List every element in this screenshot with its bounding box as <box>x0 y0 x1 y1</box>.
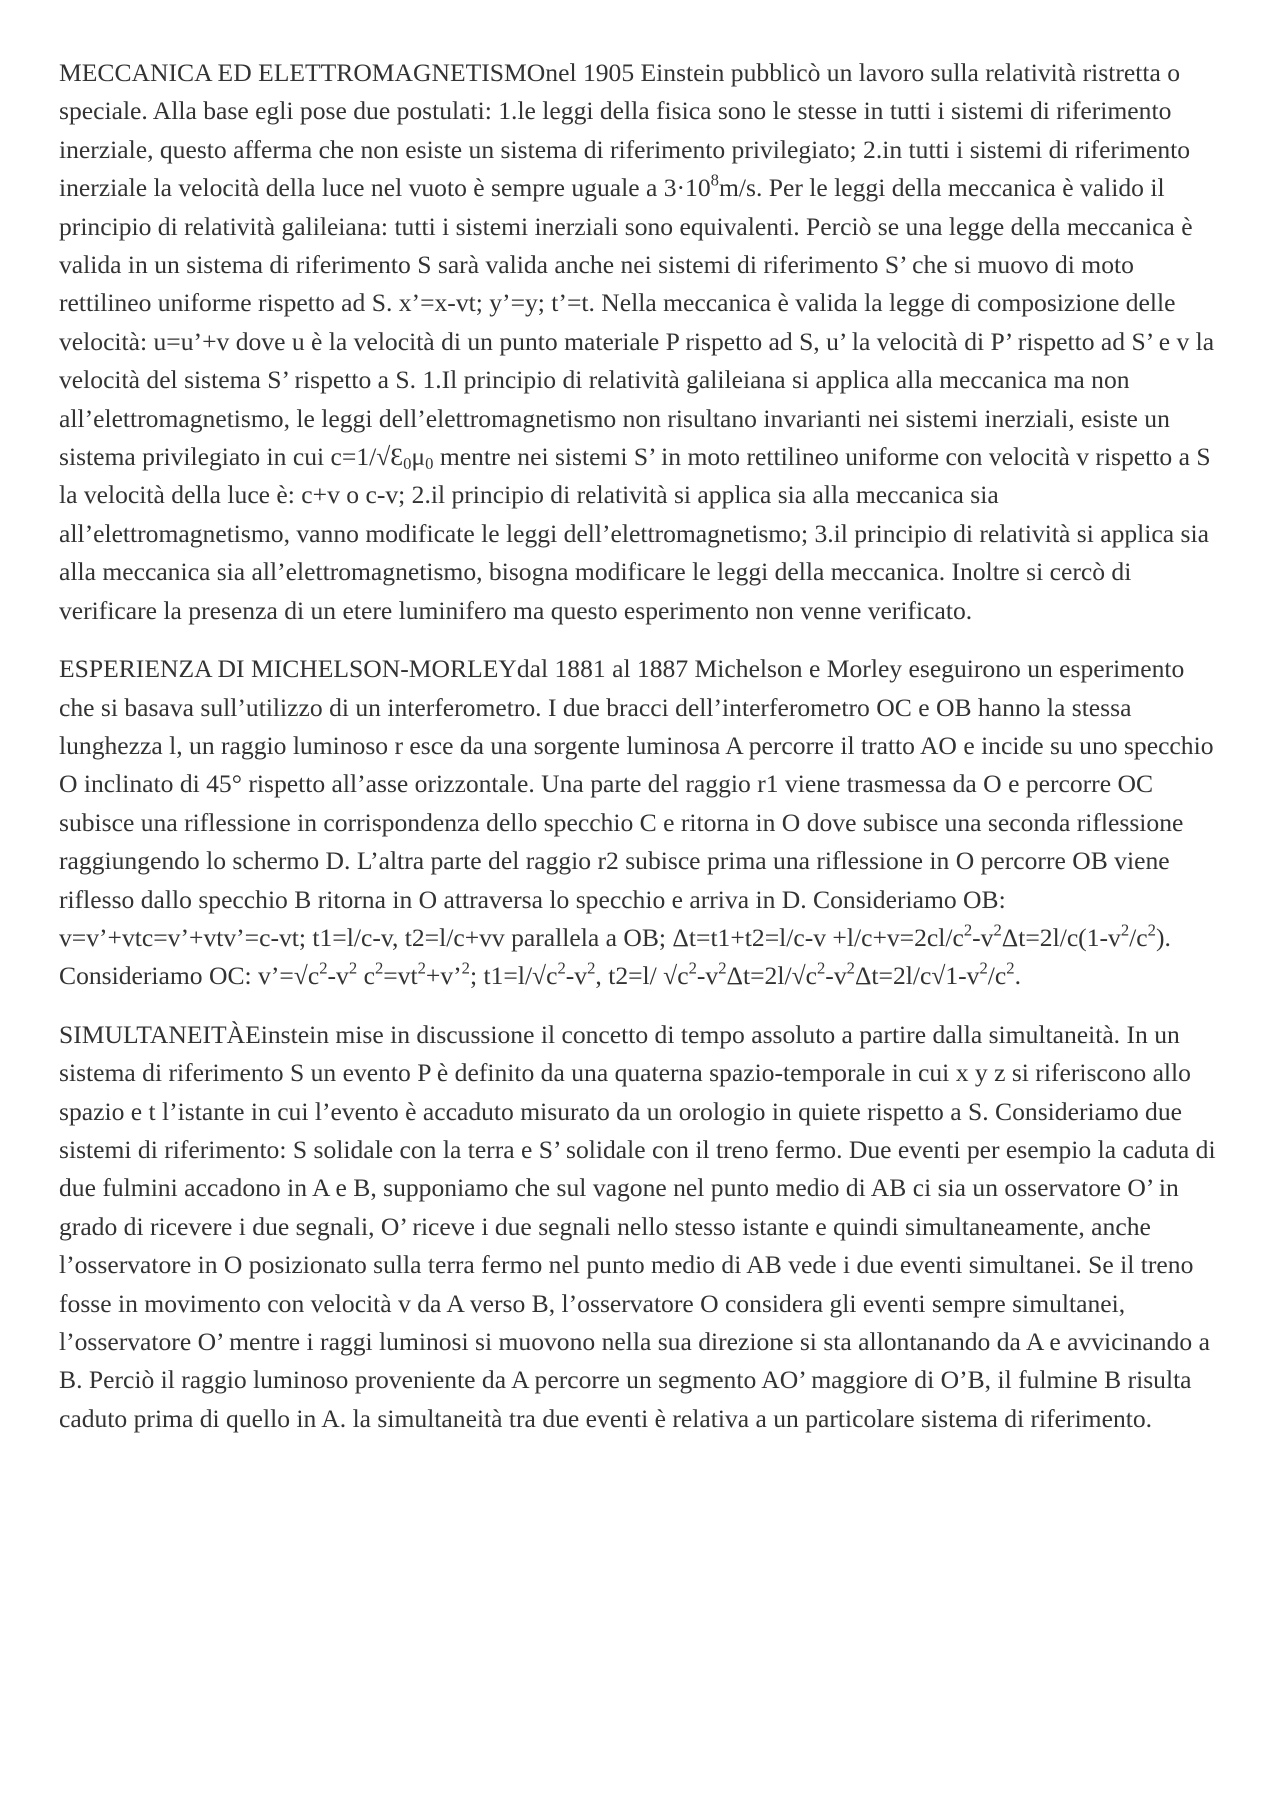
body-text: -v <box>327 961 349 991</box>
body-text: nel 1905 Einstein pubblicò un lavoro sulla relatività ristretta o speciale. Alla base egli pose due postulati: 1.le leggi della fisica sono le stesse in tutti i sistemi di riferimento inerziale, questo afferma che non esiste un sistema di riferimento privilegiato; 2.in tutti i sistemi di riferimento inerziale la velocità della luce nel vuoto è sempre uguale a 3·10 <box>59 58 1191 203</box>
superscript: 2 <box>1006 959 1015 979</box>
body-text: -v <box>565 961 588 991</box>
body-text: μ <box>411 442 426 472</box>
superscript: 2 <box>1120 920 1130 940</box>
superscript: 2 <box>993 920 1002 940</box>
superscript: 2 <box>461 959 470 979</box>
body-text: Δt=2l/√c <box>726 961 817 991</box>
superscript: 2 <box>319 959 328 979</box>
superscript: 2 <box>816 959 826 979</box>
body-text: Einstein mise in discussione il concetto di tempo assoluto a partire dalla simultaneità. In un sistema di riferimento S un evento P è definito da una quaterna spazio-temporale in cui x y z si riferiscono allo spazio e t l’istante in cui l’evento è accaduto misurato da un orologio in quiete rispetto a S. Consideriamo due sistemi di riferimento: S solidale con la terra e S’ solidale con il treno fermo. Due eventi per esempio la caduta di due fulmini accadono in A e B, supponiamo che sul vagone nel punto medio di AB ci sia un osservatore O’ in grado di ricevere i due segnali, O’ riceve i due segnali nello stesso istante e quindi simultaneamente, anche l’osservatore in O posizionato sulla terra fermo nel punto medio di AB vede i due eventi simultanei. Se il treno fosse in movimento con velocità v da A verso B, l’osservatore O considera gli eventi sempre simultanei, l’osservatore O’ mentre i raggi luminosi si muovono nella sua direzione si sta allontanando da A e avvicinando a B. Perciò il raggio luminoso proveniente da A percorre un segmento AO’ maggiore di O’B, il fulmine B risulta caduto prima di quello in A. la simultaneità tra due eventi è relativa a un particolare sistema di riferimento. <box>59 1019 1216 1433</box>
section-heading: SIMULTANEITÀ <box>59 1019 246 1049</box>
body-text: -v <box>825 961 847 991</box>
body-text: /c <box>1129 922 1148 952</box>
body-text: /c <box>987 961 1007 991</box>
body-text: ). Consideriamo OC: v’=√c <box>59 922 1171 991</box>
body-text: m/s. Per le leggi della meccanica è valido il principio di relatività galileiana: tutti i sistemi inerziali sono equivalenti. Perciò se una legge della meccanica è valida in un sistema di riferimento S sarà valida anche nei sistemi di riferimento S’ che si muovo di moto rettilineo uniforme rispetto ad S. x’=x-vt; y’=y; t’=t. Nella meccanica è valida la legge di composizione delle velocità: u=u’+v dove u è la velocità di un punto materiale P rispetto ad S, u’ la velocità di P’ rispetto ad S’ e v la velocità del sistema S’ rispetto a S. 1.Il principio di relatività galileiana si applica alla meccanica ma non all’elettromagnetismo, le leggi dell’elettromagnetismo non risultano invarianti nei sistemi inerziali, esiste un sistema privilegiato in cui c=1/√Ɛ <box>59 173 1215 472</box>
body-text: Δt=2l/c√1-v <box>854 961 980 991</box>
body-text: c <box>357 961 375 991</box>
body-text: . <box>1014 961 1021 991</box>
body-text: +v’ <box>425 961 462 991</box>
document-page <box>59 54 1224 1458</box>
superscript: 2 <box>587 959 596 979</box>
superscript: 2 <box>846 959 855 979</box>
body-text: , t2=l/ √c <box>595 961 689 991</box>
body-text: -v <box>696 961 719 991</box>
superscript: 2 <box>979 959 988 979</box>
superscript: 2 <box>1147 920 1156 940</box>
superscript: 8 <box>710 170 719 190</box>
superscript: 2 <box>718 959 727 979</box>
subscript: 0 <box>403 454 412 474</box>
superscript: 2 <box>557 959 566 979</box>
paragraph-michelson-morley <box>59 650 1224 996</box>
section-heading: ESPERIENZA DI MICHELSON-MORLEY <box>59 654 517 684</box>
body-text: =vt <box>383 961 418 991</box>
body-text: dal 1881 al 1887 Michelson e Morley eseguirono un esperimento che si basava sull’utilizzo di un interferometro. I due bracci dell’interferometro OC e OB hanno la stessa lunghezza l, un raggio luminoso r esce da una sorgente luminosa A percorre il tratto AO e incide su uno specchio O inclinato di 45° rispetto all’asse orizzontale. Una parte del raggio r1 viene trasmessa da O e percorre OC subisce una riflessione in corrispondenza dello specchio C e ritorna in O dove subisce una seconda riflessione raggiungendo lo schermo D. L’altra parte del raggio r2 subisce prima una riflessione in O percorre OB viene riflesso dallo specchio B ritorna in O attraversa lo specchio e arriva in D. Consideriamo OB: v=v’+vtc=v’+vtv’=c-vt; t1=l/c-v, t2=l/c+vv parallela a OB; Δt=t1+t2=l/c-v +l/c+v=2cl/c <box>59 654 1214 952</box>
paragraph-simultaneita <box>59 1016 1224 1438</box>
body-text: -v <box>972 922 994 952</box>
superscript: 2 <box>348 959 358 979</box>
section-heading: MECCANICA ED ELETTROMAGNETISMO <box>59 58 546 87</box>
superscript: 2 <box>374 959 384 979</box>
paragraph-meccanica <box>59 54 1224 630</box>
superscript: 2 <box>963 920 973 940</box>
subscript: 0 <box>425 454 434 474</box>
superscript: 2 <box>688 959 697 979</box>
body-text: Δt=2l/c(1-v <box>1001 922 1121 952</box>
body-text: mentre nei sistemi S’ in moto rettilineo uniforme con velocità v rispetto a S la velocità della luce è: c+v o c-v; 2.il principio di relatività si applica sia alla meccanica sia all’elettromagnetismo, vanno modificate le leggi dell’elettromagnetismo; 3.il principio di relatività si applica sia alla meccanica sia all’elettromagnetismo, bisogna modificare le leggi della meccanica. Inoltre si cercò di verificare la presenza di un etere luminifero ma questo esperimento non venne verificato. <box>59 442 1211 625</box>
superscript: 2 <box>417 959 426 979</box>
body-text: ; t1=l/√c <box>469 961 558 991</box>
